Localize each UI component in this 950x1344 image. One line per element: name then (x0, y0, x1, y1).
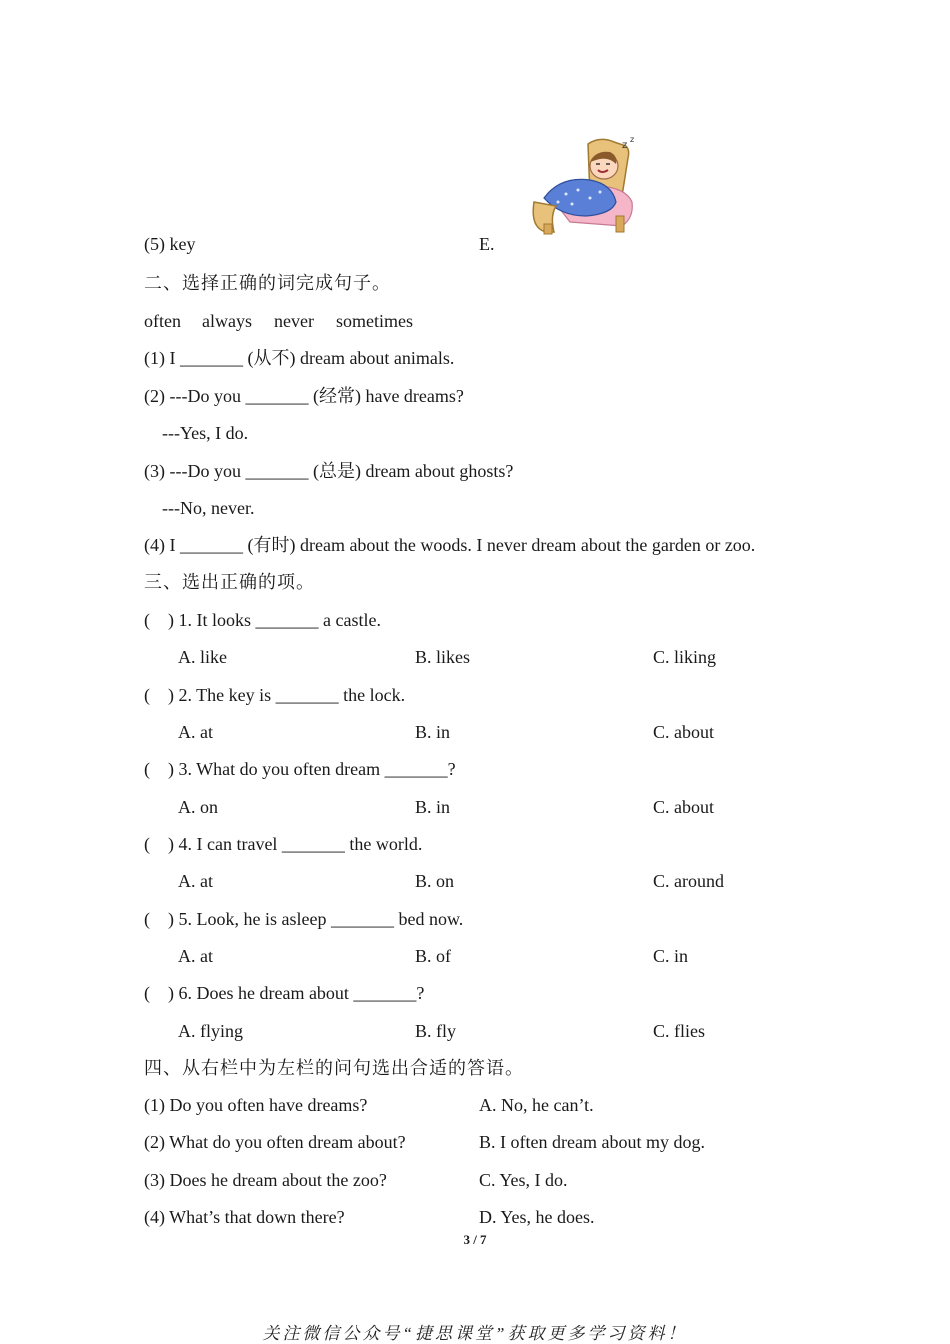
match-right: D. Yes, he does. (479, 1207, 595, 1227)
part1-item-5-letter: E. (479, 234, 495, 254)
section2-item: (4) I _______ (有时) dream about the woods. I never dream about the garden or zoo. (144, 535, 756, 555)
match-right: B. I often dream about my dog. (479, 1132, 705, 1152)
question-stem: ( ) 6. Does he dream about _______? (144, 983, 425, 1003)
option-c: C. around (653, 871, 724, 891)
option-a: A. at (178, 871, 213, 891)
question-stem: ( ) 3. What do you often dream _______? (144, 759, 456, 779)
word-bank-item: often (144, 311, 181, 331)
svg-text:z: z (630, 136, 635, 144)
option-b: B. likes (415, 647, 471, 667)
option-b: B. in (415, 797, 451, 817)
option-a: A. flying (178, 1021, 243, 1041)
section2-item-answer: ---No, never. (162, 498, 255, 518)
word-bank-item: sometimes (336, 311, 413, 331)
option-b: B. on (415, 871, 455, 891)
option-a: A. at (178, 946, 213, 966)
match-left: (3) Does he dream about the zoo? (144, 1170, 387, 1190)
match-right: A. No, he can’t. (479, 1095, 594, 1115)
question-stem: ( ) 4. I can travel _______ the world. (144, 834, 423, 854)
section4-heading: 四、从右栏中为左栏的问句选出合适的答语。 (144, 1058, 524, 1078)
section2-item: (3) ---Do you _______ (总是) dream about ghosts? (144, 461, 514, 481)
option-b: B. in (415, 722, 451, 742)
sleeping-child-illustration (530, 136, 642, 236)
footer-note: 关注微信公众号“捷思课堂”获取更多学习资料！ (262, 1324, 688, 1343)
match-left: (4) What’s that down there? (144, 1207, 345, 1227)
option-c: C. liking (653, 647, 717, 667)
page-number: 3 / 7 (463, 1232, 487, 1247)
section2-item: (2) ---Do you _______ (经常) have dreams? (144, 386, 464, 406)
option-b: B. fly (415, 1021, 457, 1041)
section2-heading: 二、选择正确的词完成句子。 (144, 273, 391, 293)
question-stem: ( ) 5. Look, he is asleep _______ bed now. (144, 909, 464, 929)
word-bank-item: always (202, 311, 252, 331)
svg-text:z: z (622, 140, 628, 151)
match-left: (1) Do you often have dreams? (144, 1095, 368, 1115)
word-bank-item: never (274, 311, 314, 331)
section2-item: (1) I _______ (从不) dream about animals. (144, 348, 455, 368)
option-c: C. about (653, 797, 714, 817)
match-left: (2) What do you often dream about? (144, 1132, 406, 1152)
match-right: C. Yes, I do. (479, 1170, 568, 1190)
option-c: C. flies (653, 1021, 705, 1041)
section2-item-answer: ---Yes, I do. (162, 423, 249, 443)
option-a: A. like (178, 647, 227, 667)
option-c: C. in (653, 946, 689, 966)
option-a: A. at (178, 722, 213, 742)
question-stem: ( ) 1. It looks _______ a castle. (144, 610, 381, 630)
question-stem: ( ) 2. The key is _______ the lock. (144, 685, 406, 705)
option-a: A. on (178, 797, 218, 817)
option-b: B. of (415, 946, 451, 966)
part1-item-5-label: (5) key (144, 234, 196, 254)
section3-heading: 三、选出正确的项。 (144, 572, 315, 592)
option-c: C. about (653, 722, 714, 742)
